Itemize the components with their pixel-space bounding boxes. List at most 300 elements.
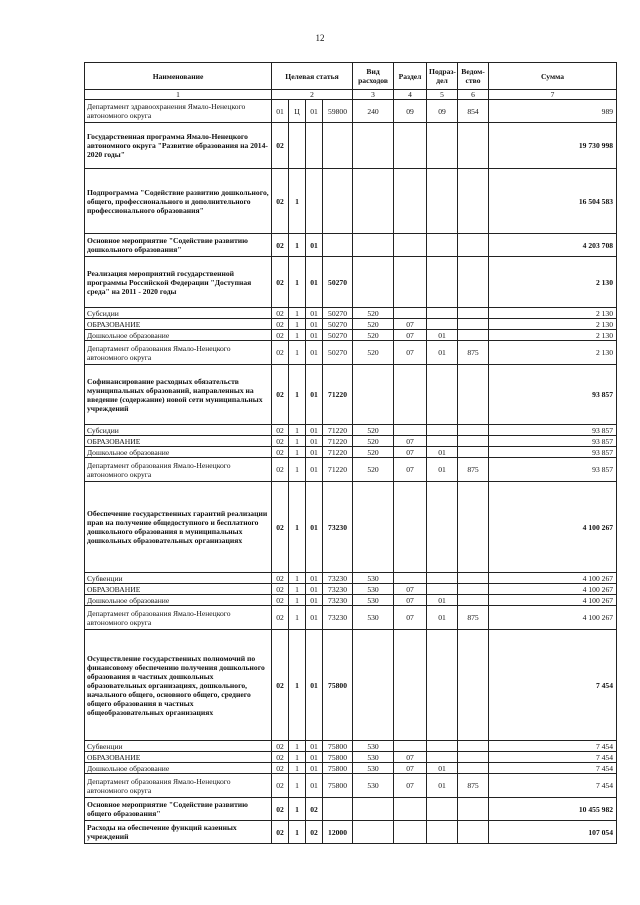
code-subprogram: 1 bbox=[289, 257, 306, 308]
department-code bbox=[458, 595, 489, 606]
code-program: 02 bbox=[272, 234, 289, 257]
amount: 4 100 267 bbox=[489, 573, 617, 584]
section bbox=[394, 573, 427, 584]
code-activity: 01 bbox=[306, 234, 323, 257]
code-program: 02 bbox=[272, 595, 289, 606]
code-direction: 59800 bbox=[323, 100, 353, 123]
table-row bbox=[85, 425, 617, 436]
amount: 4 100 267 bbox=[489, 482, 617, 573]
col-number: 1 bbox=[85, 90, 272, 100]
code-program: 02 bbox=[272, 123, 289, 169]
col-number: 5 bbox=[427, 90, 458, 100]
amount: 4 100 267 bbox=[489, 606, 617, 630]
code-subprogram: 1 bbox=[289, 595, 306, 606]
table-row bbox=[85, 341, 617, 365]
section: 07 bbox=[394, 436, 427, 447]
code-activity bbox=[306, 123, 323, 169]
code-activity: 01 bbox=[306, 573, 323, 584]
department-code: 875 bbox=[458, 774, 489, 798]
code-subprogram: 1 bbox=[289, 741, 306, 752]
row-name: Дошкольное образование bbox=[85, 763, 272, 774]
code-activity: 01 bbox=[306, 330, 323, 341]
row-name: Субвенции bbox=[85, 741, 272, 752]
code-program: 02 bbox=[272, 257, 289, 308]
amount: 4 100 267 bbox=[489, 584, 617, 595]
amount: 2 130 bbox=[489, 341, 617, 365]
col-number: 7 bbox=[489, 90, 617, 100]
code-direction: 73230 bbox=[323, 584, 353, 595]
code-direction: 75800 bbox=[323, 630, 353, 741]
department-code bbox=[458, 482, 489, 573]
table-row bbox=[85, 573, 617, 584]
subsection bbox=[427, 123, 458, 169]
code-activity: 01 bbox=[306, 257, 323, 308]
code-subprogram: 1 bbox=[289, 584, 306, 595]
code-direction: 71220 bbox=[323, 365, 353, 425]
department-code bbox=[458, 630, 489, 741]
amount: 2 130 bbox=[489, 330, 617, 341]
row-name: Департамент образования Ямало-Ненецкого автономного округа bbox=[85, 458, 272, 482]
section bbox=[394, 365, 427, 425]
department-code: 875 bbox=[458, 341, 489, 365]
amount: 93 857 bbox=[489, 458, 617, 482]
code-activity: 02 bbox=[306, 798, 323, 821]
code-activity: 01 bbox=[306, 425, 323, 436]
row-name: ОБРАЗОВАНИЕ bbox=[85, 319, 272, 330]
expense-type: 530 bbox=[353, 763, 394, 774]
department-code bbox=[458, 447, 489, 458]
row-name: Дошкольное образование bbox=[85, 595, 272, 606]
table-row bbox=[85, 308, 617, 319]
code-activity: 01 bbox=[306, 365, 323, 425]
code-subprogram: 1 bbox=[289, 482, 306, 573]
code-program: 02 bbox=[272, 763, 289, 774]
section bbox=[394, 482, 427, 573]
row-name: ОБРАЗОВАНИЕ bbox=[85, 584, 272, 595]
subsection bbox=[427, 257, 458, 308]
code-activity: 01 bbox=[306, 341, 323, 365]
code-direction: 50270 bbox=[323, 319, 353, 330]
section bbox=[394, 257, 427, 308]
code-subprogram: 1 bbox=[289, 436, 306, 447]
section bbox=[394, 741, 427, 752]
code-direction: 71220 bbox=[323, 458, 353, 482]
expense-type: 530 bbox=[353, 573, 394, 584]
row-name: Дошкольное образование bbox=[85, 447, 272, 458]
code-activity: 01 bbox=[306, 436, 323, 447]
amount: 16 504 583 bbox=[489, 169, 617, 234]
code-direction bbox=[323, 169, 353, 234]
department-code bbox=[458, 798, 489, 821]
code-subprogram: 1 bbox=[289, 573, 306, 584]
table-row bbox=[85, 319, 617, 330]
subsection: 01 bbox=[427, 763, 458, 774]
amount: 4 100 267 bbox=[489, 595, 617, 606]
code-activity bbox=[306, 169, 323, 234]
amount: 2 130 bbox=[489, 257, 617, 308]
code-direction bbox=[323, 798, 353, 821]
subsection: 01 bbox=[427, 447, 458, 458]
code-direction: 75800 bbox=[323, 774, 353, 798]
section bbox=[394, 308, 427, 319]
code-program: 02 bbox=[272, 774, 289, 798]
header-department: Ведом-ство bbox=[458, 63, 489, 90]
department-code bbox=[458, 741, 489, 752]
amount: 93 857 bbox=[489, 425, 617, 436]
code-direction: 50270 bbox=[323, 341, 353, 365]
subsection bbox=[427, 752, 458, 763]
code-subprogram: 1 bbox=[289, 319, 306, 330]
code-subprogram: 1 bbox=[289, 763, 306, 774]
amount: 4 203 708 bbox=[489, 234, 617, 257]
subsection: 09 bbox=[427, 100, 458, 123]
code-program: 02 bbox=[272, 436, 289, 447]
department-code: 854 bbox=[458, 100, 489, 123]
row-name: Основное мероприятие "Содействие развитию общего образования" bbox=[85, 798, 272, 821]
subsection: 01 bbox=[427, 606, 458, 630]
row-name: Департамент здравоохранения Ямало-Ненецкого автономного округа bbox=[85, 100, 272, 123]
code-activity: 01 bbox=[306, 630, 323, 741]
code-activity: 01 bbox=[306, 100, 323, 123]
expense-type bbox=[353, 365, 394, 425]
subsection bbox=[427, 798, 458, 821]
amount: 2 130 bbox=[489, 308, 617, 319]
department-code bbox=[458, 752, 489, 763]
table-row bbox=[85, 763, 617, 774]
subsection bbox=[427, 169, 458, 234]
amount: 93 857 bbox=[489, 447, 617, 458]
code-subprogram: 1 bbox=[289, 774, 306, 798]
code-program: 02 bbox=[272, 425, 289, 436]
code-activity: 01 bbox=[306, 763, 323, 774]
col-number: 4 bbox=[394, 90, 427, 100]
table-row bbox=[85, 630, 617, 741]
table-row bbox=[85, 365, 617, 425]
code-direction: 75800 bbox=[323, 741, 353, 752]
row-name: Департамент образования Ямало-Ненецкого автономного округа bbox=[85, 341, 272, 365]
code-program: 02 bbox=[272, 169, 289, 234]
col-number: 3 bbox=[353, 90, 394, 100]
row-name: Подпрограмма "Содействие развитию дошкольного, общего, профессионального и дополнительного профессионального образования" bbox=[85, 169, 272, 234]
department-code bbox=[458, 330, 489, 341]
expense-type: 520 bbox=[353, 308, 394, 319]
section: 07 bbox=[394, 458, 427, 482]
header-expense-type: Вид расходов bbox=[353, 63, 394, 90]
code-subprogram: 1 bbox=[289, 169, 306, 234]
department-code bbox=[458, 425, 489, 436]
header-row bbox=[85, 63, 617, 90]
expense-type bbox=[353, 798, 394, 821]
expense-type: 530 bbox=[353, 595, 394, 606]
table-row bbox=[85, 436, 617, 447]
code-subprogram: 1 bbox=[289, 425, 306, 436]
subsection bbox=[427, 741, 458, 752]
section: 07 bbox=[394, 774, 427, 798]
code-program: 02 bbox=[272, 630, 289, 741]
department-code: 875 bbox=[458, 606, 489, 630]
code-program: 02 bbox=[272, 798, 289, 821]
code-program: 02 bbox=[272, 821, 289, 844]
amount: 19 730 998 bbox=[489, 123, 617, 169]
code-activity: 01 bbox=[306, 319, 323, 330]
amount: 7 454 bbox=[489, 741, 617, 752]
expense-type: 530 bbox=[353, 606, 394, 630]
subsection bbox=[427, 436, 458, 447]
code-program: 02 bbox=[272, 482, 289, 573]
code-activity: 01 bbox=[306, 482, 323, 573]
expense-type: 520 bbox=[353, 341, 394, 365]
code-program: 02 bbox=[272, 341, 289, 365]
row-name: Субсидии bbox=[85, 308, 272, 319]
table-row bbox=[85, 798, 617, 821]
section bbox=[394, 425, 427, 436]
section: 07 bbox=[394, 447, 427, 458]
department-code bbox=[458, 365, 489, 425]
code-subprogram: 1 bbox=[289, 606, 306, 630]
budget-table bbox=[84, 62, 617, 844]
department-code: 875 bbox=[458, 458, 489, 482]
section: 07 bbox=[394, 341, 427, 365]
expense-type bbox=[353, 169, 394, 234]
row-name: Осуществление государственных полномочий по финансовому обеспечению получения дошкольного образования в частных дошкольных образовательных организациях, дошкольного, начального общего, основного общего, среднего общего образования в частных общеобразовательных организациях bbox=[85, 630, 272, 741]
page-number: 12 bbox=[315, 33, 325, 43]
row-name: Реализация мероприятий государственной программы Российской Федерации "Доступная среда" на 2011 - 2020 годы bbox=[85, 257, 272, 308]
code-program: 02 bbox=[272, 458, 289, 482]
department-code bbox=[458, 763, 489, 774]
row-name: Расходы на обеспечение функций казенных учреждений bbox=[85, 821, 272, 844]
code-subprogram: 1 bbox=[289, 821, 306, 844]
code-direction: 73230 bbox=[323, 595, 353, 606]
section: 07 bbox=[394, 595, 427, 606]
code-subprogram: Ц bbox=[289, 100, 306, 123]
subsection bbox=[427, 234, 458, 257]
row-name: Дошкольное образование bbox=[85, 330, 272, 341]
code-activity: 01 bbox=[306, 308, 323, 319]
table-row bbox=[85, 821, 617, 844]
expense-type: 520 bbox=[353, 330, 394, 341]
department-code bbox=[458, 234, 489, 257]
department-code bbox=[458, 123, 489, 169]
subsection bbox=[427, 308, 458, 319]
expense-type bbox=[353, 123, 394, 169]
amount: 10 455 982 bbox=[489, 798, 617, 821]
code-subprogram: 1 bbox=[289, 798, 306, 821]
amount: 7 454 bbox=[489, 774, 617, 798]
code-activity: 01 bbox=[306, 752, 323, 763]
code-direction: 50270 bbox=[323, 257, 353, 308]
code-direction: 73230 bbox=[323, 606, 353, 630]
expense-type bbox=[353, 482, 394, 573]
code-subprogram: 1 bbox=[289, 234, 306, 257]
code-program: 02 bbox=[272, 584, 289, 595]
code-program: 02 bbox=[272, 308, 289, 319]
subsection: 01 bbox=[427, 595, 458, 606]
amount: 989 bbox=[489, 100, 617, 123]
row-name: Субвенции bbox=[85, 573, 272, 584]
amount: 2 130 bbox=[489, 319, 617, 330]
department-code bbox=[458, 169, 489, 234]
amount: 7 454 bbox=[489, 752, 617, 763]
department-code bbox=[458, 257, 489, 308]
code-subprogram bbox=[289, 123, 306, 169]
department-code bbox=[458, 308, 489, 319]
col-number: 2 bbox=[272, 90, 353, 100]
code-program: 02 bbox=[272, 606, 289, 630]
amount: 7 454 bbox=[489, 763, 617, 774]
code-direction: 71220 bbox=[323, 425, 353, 436]
header-target: Целевая статья bbox=[272, 63, 353, 90]
expense-type bbox=[353, 630, 394, 741]
subsection bbox=[427, 630, 458, 741]
subsection: 01 bbox=[427, 774, 458, 798]
code-program: 02 bbox=[272, 319, 289, 330]
subsection bbox=[427, 319, 458, 330]
code-program: 02 bbox=[272, 741, 289, 752]
section bbox=[394, 234, 427, 257]
table-row bbox=[85, 257, 617, 308]
subsection bbox=[427, 365, 458, 425]
subsection bbox=[427, 482, 458, 573]
expense-type bbox=[353, 234, 394, 257]
section bbox=[394, 821, 427, 844]
code-activity: 01 bbox=[306, 595, 323, 606]
subsection bbox=[427, 425, 458, 436]
row-name: Софинансирование расходных обязательств муниципальных образований, направленных на введение (содержание) новой сети муниципальных учреждений bbox=[85, 365, 272, 425]
table-row bbox=[85, 606, 617, 630]
col-number: 6 bbox=[458, 90, 489, 100]
expense-type: 530 bbox=[353, 752, 394, 763]
row-name: Департамент образования Ямало-Ненецкого автономного округа bbox=[85, 774, 272, 798]
table-row bbox=[85, 169, 617, 234]
table-row bbox=[85, 123, 617, 169]
header-section: Раздел bbox=[394, 63, 427, 90]
section bbox=[394, 798, 427, 821]
amount: 93 857 bbox=[489, 436, 617, 447]
section: 07 bbox=[394, 763, 427, 774]
code-direction: 50270 bbox=[323, 330, 353, 341]
column-number-row bbox=[85, 90, 617, 100]
section: 07 bbox=[394, 584, 427, 595]
table-row bbox=[85, 584, 617, 595]
section bbox=[394, 169, 427, 234]
table-row bbox=[85, 752, 617, 763]
code-activity: 02 bbox=[306, 821, 323, 844]
expense-type bbox=[353, 257, 394, 308]
code-subprogram: 1 bbox=[289, 341, 306, 365]
amount: 7 454 bbox=[489, 630, 617, 741]
code-direction: 71220 bbox=[323, 436, 353, 447]
table-row bbox=[85, 482, 617, 573]
subsection: 01 bbox=[427, 341, 458, 365]
row-name: ОБРАЗОВАНИЕ bbox=[85, 752, 272, 763]
subsection: 01 bbox=[427, 458, 458, 482]
subsection bbox=[427, 573, 458, 584]
code-subprogram: 1 bbox=[289, 330, 306, 341]
header-name: Наименование bbox=[85, 63, 272, 90]
expense-type: 520 bbox=[353, 319, 394, 330]
expense-type: 520 bbox=[353, 447, 394, 458]
row-name: Основное мероприятие "Содействие развитию дошкольного образования" bbox=[85, 234, 272, 257]
section bbox=[394, 123, 427, 169]
section: 07 bbox=[394, 752, 427, 763]
code-activity: 01 bbox=[306, 741, 323, 752]
code-program: 01 bbox=[272, 100, 289, 123]
row-name: Обеспечение государственных гарантий реализации прав на получение общедоступного и бесплатного дошкольного образования в муниципальных дошкольных образовательных организациях bbox=[85, 482, 272, 573]
code-subprogram: 1 bbox=[289, 365, 306, 425]
table-row bbox=[85, 447, 617, 458]
expense-type: 520 bbox=[353, 425, 394, 436]
table-row bbox=[85, 741, 617, 752]
section bbox=[394, 630, 427, 741]
department-code bbox=[458, 319, 489, 330]
code-program: 02 bbox=[272, 752, 289, 763]
subsection bbox=[427, 821, 458, 844]
table-row bbox=[85, 330, 617, 341]
department-code bbox=[458, 584, 489, 595]
code-subprogram: 1 bbox=[289, 458, 306, 482]
code-program: 02 bbox=[272, 447, 289, 458]
code-program: 02 bbox=[272, 330, 289, 341]
code-direction: 73230 bbox=[323, 482, 353, 573]
expense-type: 530 bbox=[353, 584, 394, 595]
department-code bbox=[458, 573, 489, 584]
code-activity: 01 bbox=[306, 606, 323, 630]
department-code bbox=[458, 436, 489, 447]
code-direction: 75800 bbox=[323, 763, 353, 774]
expense-type: 520 bbox=[353, 436, 394, 447]
code-direction bbox=[323, 234, 353, 257]
code-direction: 71220 bbox=[323, 447, 353, 458]
code-direction: 73230 bbox=[323, 573, 353, 584]
code-program: 02 bbox=[272, 573, 289, 584]
expense-type: 530 bbox=[353, 741, 394, 752]
code-activity: 01 bbox=[306, 774, 323, 798]
table-row bbox=[85, 234, 617, 257]
section: 07 bbox=[394, 606, 427, 630]
amount: 107 054 bbox=[489, 821, 617, 844]
code-subprogram: 1 bbox=[289, 447, 306, 458]
table-row bbox=[85, 595, 617, 606]
code-program: 02 bbox=[272, 365, 289, 425]
row-name: Департамент образования Ямало-Ненецкого автономного округа bbox=[85, 606, 272, 630]
code-direction: 12000 bbox=[323, 821, 353, 844]
expense-type: 520 bbox=[353, 458, 394, 482]
expense-type: 530 bbox=[353, 774, 394, 798]
section: 09 bbox=[394, 100, 427, 123]
table-row bbox=[85, 458, 617, 482]
code-activity: 01 bbox=[306, 447, 323, 458]
header-subsection: Подраз-дел bbox=[427, 63, 458, 90]
row-name: ОБРАЗОВАНИЕ bbox=[85, 436, 272, 447]
table-row bbox=[85, 774, 617, 798]
section: 07 bbox=[394, 319, 427, 330]
code-direction: 75800 bbox=[323, 752, 353, 763]
code-subprogram: 1 bbox=[289, 630, 306, 741]
code-activity: 01 bbox=[306, 584, 323, 595]
code-direction bbox=[323, 123, 353, 169]
expense-type bbox=[353, 821, 394, 844]
code-direction: 50270 bbox=[323, 308, 353, 319]
code-subprogram: 1 bbox=[289, 308, 306, 319]
subsection bbox=[427, 584, 458, 595]
code-activity: 01 bbox=[306, 458, 323, 482]
department-code bbox=[458, 821, 489, 844]
subsection: 01 bbox=[427, 330, 458, 341]
table-row bbox=[85, 100, 617, 123]
row-name: Субсидии bbox=[85, 425, 272, 436]
amount: 93 857 bbox=[489, 365, 617, 425]
row-name: Государственная программа Ямало-Ненецкого автономного округа "Развитие образования на 2014-2020 годы" bbox=[85, 123, 272, 169]
